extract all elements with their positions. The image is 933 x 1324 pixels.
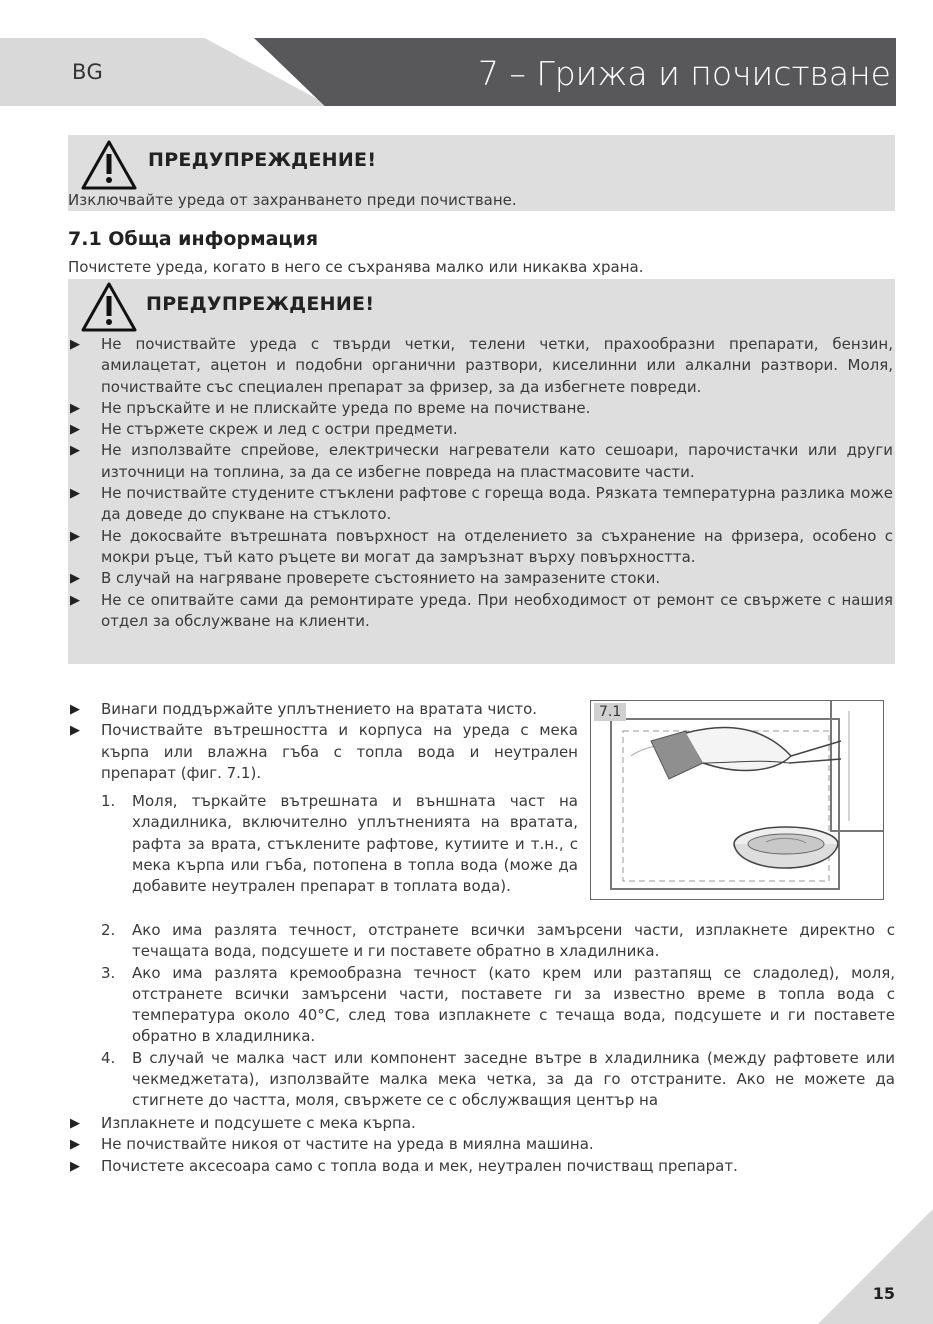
bullet-arrow-icon: ▶ (70, 723, 80, 739)
warning-item: ▶ Не почиствайте уреда с твърди четки, телени четки, прахообразни препарати, бензин, амилацетат, ацетон и подобни органични разтвори, киселинни или алкални разтвори. Моля, почиствайте със специален препарат за фризер, за да избегнете повреди. (70, 335, 893, 396)
page-title: 7 – Грижа и почистване (477, 54, 891, 93)
warning-box-cleaning (68, 279, 895, 664)
warning-item: ▶ Не използвайте спрейове, електрически нагреватели като сешоари, парочистачки или други източници на топлина, за да се избегне повреда на пластмасовите части. (70, 441, 893, 481)
warning-item: ▶ Не пръскайте и не плискайте уреда по време на почистване. (68, 398, 893, 419)
bullet-arrow-icon: ▶ (70, 528, 80, 544)
warning-triangle-icon (80, 139, 138, 191)
warning-title: ПРЕДУПРЕЖДЕНИЕ! (146, 293, 375, 315)
cleaning-illustration (591, 701, 883, 899)
bullet-arrow-icon: ▶ (70, 400, 80, 416)
list-item: ▶ Почиствайте вътрешността и корпуса на уреда с мека кърпа или влажна гъба с топла вода и неутрален препарат (фиг. 7.1). (70, 721, 578, 782)
bullet-arrow-icon: ▶ (70, 1137, 80, 1153)
list-item: ▶ Изплакнете и подсушете с мека кърпа. (68, 1113, 895, 1134)
step-item: 1. Моля, търкайте вътрешната и външната част на хладилника, включително уплътненията на вратата, рафта за врата, стъклените рафтове, кутиите и т.н., с мека кърпа или гъба, потопена в топла вода (може да добавите неутрален препарат в топлата вода). (101, 792, 578, 896)
steps-list-2 (68, 920, 895, 1112)
bullet-arrow-icon: ▶ (70, 702, 80, 717)
bullet-arrow-icon: ▶ (70, 592, 80, 608)
body-list-bottom (68, 1113, 895, 1177)
figure-7-1 (590, 700, 884, 900)
list-item: ▶ Почистете аксесоара само с топла вода и мек, неутрален почистващ препарат. (68, 1156, 895, 1177)
warning-title: ПРЕДУПРЕЖДЕНИЕ! (148, 149, 377, 171)
list-item: ▶ Винаги поддържайте уплътнението на вратата чисто. (68, 699, 578, 720)
language-code: BG (72, 60, 104, 84)
step-item: 3. Ако има разлята кремообразна течност (като крем или разтапящ се сладолед), моля, отстранете всички замърсени части, поставете ги за известно време в топла вода с температура около 40°C, след това изплакнете с течаща вода, подсушете и ги поставете обратно в хладилника. (101, 963, 895, 1046)
bullet-arrow-icon: ▶ (70, 443, 80, 459)
figure-label: 7.1 (594, 703, 626, 721)
section-heading: 7.1 Обща информация (68, 228, 319, 250)
warning-box-power (68, 135, 895, 211)
warning-item: ▶ Не се опитвайте сами да ремонтирате уреда. При необходимост от ремонт се свържете с нашия отдел за обслужване на клиенти. (70, 590, 893, 630)
warning-item: ▶ В случай на нагряване проверете състоянието на замразените стоки. (68, 568, 893, 589)
bullet-arrow-icon: ▶ (70, 337, 80, 352)
warning-item: ▶ Не докосвайте вътрешната повърхност на отделението за съхранение на фризера, особено с мокри ръце, тъй като ръцете ви могат да замръзнат върху повърхността. (70, 526, 893, 566)
section-intro: Почистете уреда, когато в него се съхранява малко или никаква храна. (68, 258, 644, 276)
steps-list-1 (68, 791, 578, 897)
warning-text: Изключвайте уреда от захранването преди почистване. (68, 191, 517, 209)
step-item: 4. В случай че малка част или компонент заседне вътре в хладилника (между рафтовете или чекмеджетата), използвайте малка мека четка, за да го отстраните. Ако не можете да стигнете до частта, моля, свържете се с обслужващия център на (101, 1048, 895, 1110)
page-corner-decoration (818, 1209, 933, 1324)
step-item: 2. Ако има разлята течност, отстранете всички замърсени части, изплакнете директно с течащата вода, подсушете и ги поставете обратно в хладилника. (101, 921, 895, 961)
list-item: ▶ Не почиствайте никоя от частите на уреда в миялна машина. (68, 1134, 895, 1155)
warning-item: ▶ Не стържете скреж и лед с остри предмети. (68, 419, 893, 440)
bullet-arrow-icon: ▶ (70, 422, 80, 438)
page-number: 15 (872, 1284, 895, 1303)
bullet-arrow-icon: ▶ (70, 1158, 80, 1174)
warning-triangle-icon (80, 281, 138, 333)
warning-item: ▶ Не почиствайте студените стъклени рафтове с гореща вода. Рязката температурна разлика може да доведе до спукване на стъклото. (70, 484, 893, 524)
bullet-arrow-icon: ▶ (70, 571, 80, 587)
warning-list (68, 334, 893, 632)
body-list-top (68, 699, 578, 784)
bullet-arrow-icon: ▶ (70, 1116, 80, 1131)
bullet-arrow-icon: ▶ (70, 486, 80, 502)
